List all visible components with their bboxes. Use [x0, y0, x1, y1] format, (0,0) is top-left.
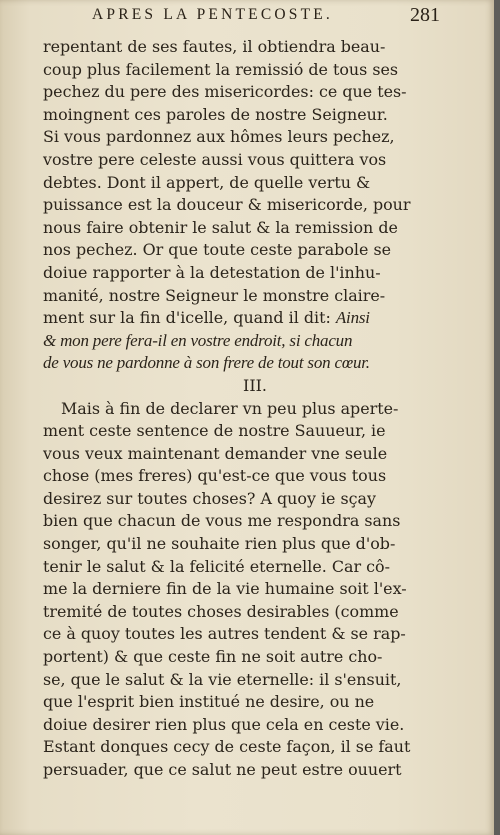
text-line: bien que chacun de vous me respondra sans — [43, 511, 401, 531]
text-line: manité, nostre Seigneur le monstre claire- — [43, 285, 386, 305]
text-line-mixed — [43, 307, 455, 330]
text-line: persuader, que ce salut ne peut estre ouuert — [43, 760, 402, 779]
body-text — [43, 36, 455, 782]
quotation-line: & mon pere fera-il en vostre endroit, si chacun — [43, 330, 353, 350]
text-line: tremité de toutes choses desirables (comme — [43, 601, 399, 621]
page-number: 281 — [410, 4, 440, 26]
text-line: debtes. Dont il appert, de quelle vertu & — [43, 172, 371, 192]
text-line: ment ceste sentence de nostre Sauueur, ie — [43, 421, 386, 441]
text-line: doiue rapporter à la detestation de l'inhu- — [43, 262, 381, 282]
text-line: ce à quoy toutes les autres tendent & se rap- — [43, 624, 406, 644]
running-head: APRES LA PENTECOSTE. — [92, 6, 333, 23]
text-line: se, que le salut & la vie eternelle: il s'ensuit, — [43, 669, 402, 689]
text-line: nos pechez. Or que toute ceste parabole se — [43, 240, 392, 260]
text-italic: Ainsi — [335, 308, 370, 328]
text-line: desirez sur toutes choses? A quoy ie sçay — [43, 488, 377, 508]
text-line: Si vous pardonnez aux hômes leurs pechez, — [43, 127, 395, 147]
text-line: moingnent ces paroles de nostre Seigneur. — [43, 104, 388, 124]
text-line: puissance est la douceur & misericorde, pour — [43, 195, 411, 215]
page-header — [40, 4, 450, 36]
text-line: coup plus facilement la remissió de tous ses — [43, 59, 399, 79]
text-line: Estant donques cecy de ceste façon, il se faut — [43, 737, 411, 757]
text-line: vostre pere celeste aussi vous quittera vos — [43, 149, 387, 169]
text-roman: ment sur la fin d'icelle, quand il dit: — [43, 308, 336, 328]
text-line: portent) & que ceste fin ne soit autre cho- — [43, 647, 383, 667]
text-line: chose (mes freres) qu'est-ce que vous tous — [43, 466, 387, 486]
text-line: tenir le salut & la felicité eternelle. Car cô- — [43, 556, 390, 576]
text-line: nous faire obtenir le salut & la remission de — [43, 217, 398, 237]
text-line: repentant de ses fautes, il obtiendra beau- — [43, 37, 386, 56]
text-line: songer, qu'il ne souhaite rien plus que d'ob- — [43, 534, 396, 554]
text-line: vous veux maintenant demander vne seule — [43, 443, 388, 463]
text-line: pechez du pere des misericordes: ce que tes- — [43, 82, 407, 102]
quotation-line: de vous ne pardonne à son frere de tout son cœur. — [43, 353, 370, 373]
section-number: III. — [243, 375, 267, 395]
text-line: que l'esprit bien institué ne desire, ou ne — [43, 692, 375, 712]
text-line: me la derniere fin de la vie humaine soit l'ex- — [43, 579, 407, 599]
text-line: Mais à fin de declarer vn peu plus aperte- — [61, 398, 399, 418]
page-edge — [494, 0, 500, 835]
text-line: doiue desirer rien plus que cela en ceste vie. — [43, 714, 405, 734]
